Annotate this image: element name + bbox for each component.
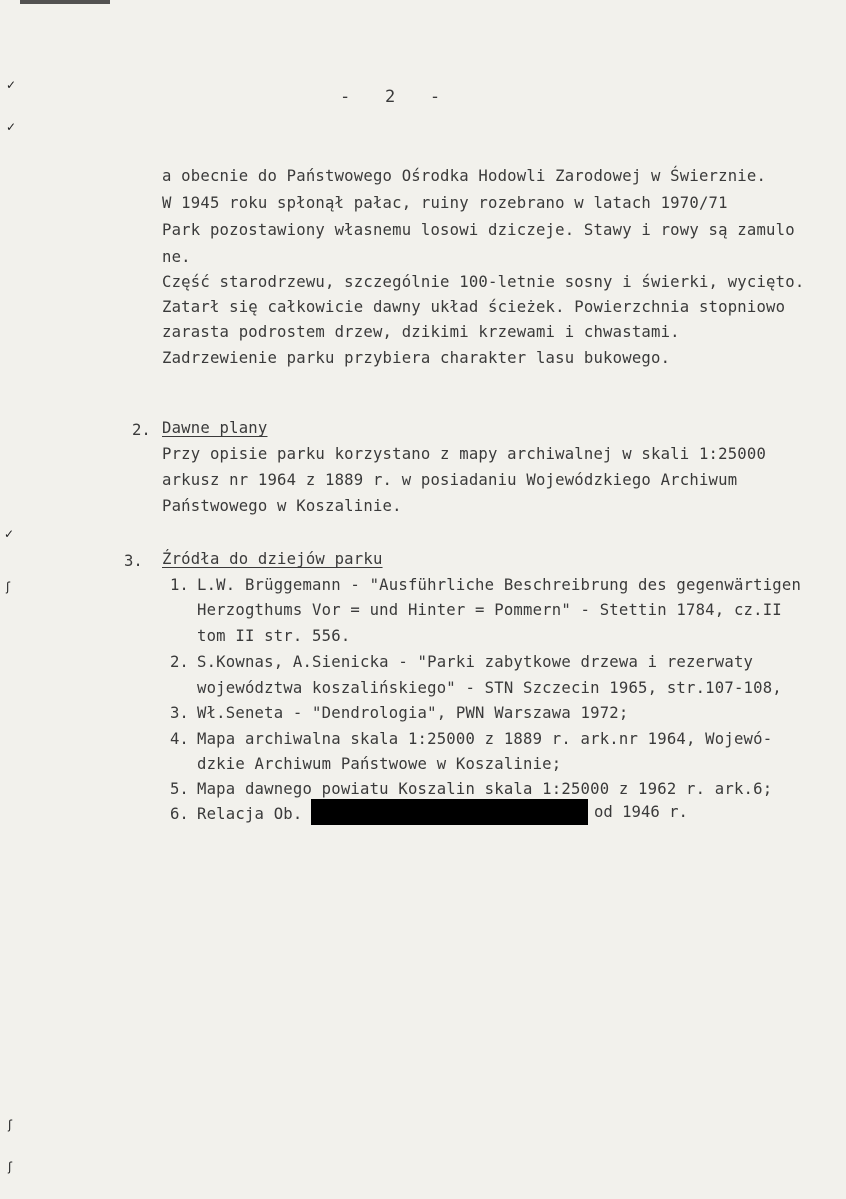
margin-mark: ✓ <box>6 78 17 92</box>
section-line: arkusz nr 1964 z 1889 r. w posiadaniu Wojewódzkiego Archiwum <box>162 471 738 489</box>
margin-mark: ✓ <box>6 120 17 134</box>
list-item-line: Relacja Ob. <box>197 805 303 823</box>
intro-line: zarasta podrostem drzew, dzikimi krzewami i chwastami. <box>162 323 680 341</box>
section-number: 3. <box>124 552 143 570</box>
margin-mark: ʃ <box>8 1118 13 1132</box>
list-item-number: 4. <box>170 730 189 748</box>
margin-mark: ʃ <box>8 1160 13 1174</box>
redaction-bar <box>311 799 588 825</box>
list-item-suffix: od 1946 r. <box>594 803 688 821</box>
scan-edge-mark <box>20 0 110 4</box>
list-item-line: Mapa archiwalna skala 1:25000 z 1889 r. ark.nr 1964, Wojewó- <box>197 730 773 748</box>
list-item-line: województwa koszalińskiego" - STN Szczecin 1965, str.107-108, <box>197 679 782 697</box>
list-item-number: 2. <box>170 653 189 671</box>
intro-line: W 1945 roku spłonął pałac, ruiny rozebrano w latach 1970/71 <box>162 194 728 212</box>
margin-mark: ✓ <box>4 527 15 541</box>
list-item-number: 1. <box>170 576 189 594</box>
section-number: 2. <box>132 421 151 439</box>
section-line: Państwowego w Koszalinie. <box>162 497 402 515</box>
intro-line: Zadrzewienie parku przybiera charakter lasu bukowego. <box>162 349 671 367</box>
intro-line: Park pozostawiony własnemu losowi dziczeje. Stawy i rowy są zamulo <box>162 221 795 239</box>
intro-line: a obecnie do Państwowego Ośrodka Hodowli Zarodowej w Świerznie. <box>162 167 767 185</box>
intro-line: Część starodrzewu, szczególnie 100-letnie sosny i świerki, wycięto. <box>162 273 805 291</box>
intro-line: Zatarł się całkowicie dawny układ ścieżek. Powierzchnia stopniowo <box>162 298 786 316</box>
list-item-line: Herzogthums Vor = und Hinter = Pommern" - Stettin 1784, cz.II <box>197 601 782 619</box>
list-item-line: Wł.Seneta - "Dendrologia", PWN Warszawa 1972; <box>197 704 629 722</box>
list-item-number: 5. <box>170 780 189 798</box>
list-item-number: 3. <box>170 704 189 722</box>
list-item-number: 6. <box>170 805 189 823</box>
section-heading: Źródła do dziejów parku <box>162 550 383 568</box>
section-heading: Dawne plany <box>162 419 268 437</box>
list-item-line: Mapa dawnego powiatu Koszalin skala 1:25000 z 1962 r. ark.6; <box>197 780 773 798</box>
intro-line: ne. <box>162 248 191 266</box>
list-item-line: dzkie Archiwum Państwowe w Koszalinie; <box>197 755 562 773</box>
page-number: - 2 - <box>340 87 442 107</box>
list-item-line: S.Kownas, A.Sienicka - "Parki zabytkowe drzewa i rezerwaty <box>197 653 754 671</box>
section-line: Przy opisie parku korzystano z mapy archiwalnej w skali 1:25000 <box>162 445 767 463</box>
margin-mark: ʃ <box>6 580 11 594</box>
list-item-line: L.W. Brüggemann - "Ausführliche Beschreibrung des gegenwärtigen <box>197 576 802 594</box>
list-item-line: tom II str. 556. <box>197 627 351 645</box>
